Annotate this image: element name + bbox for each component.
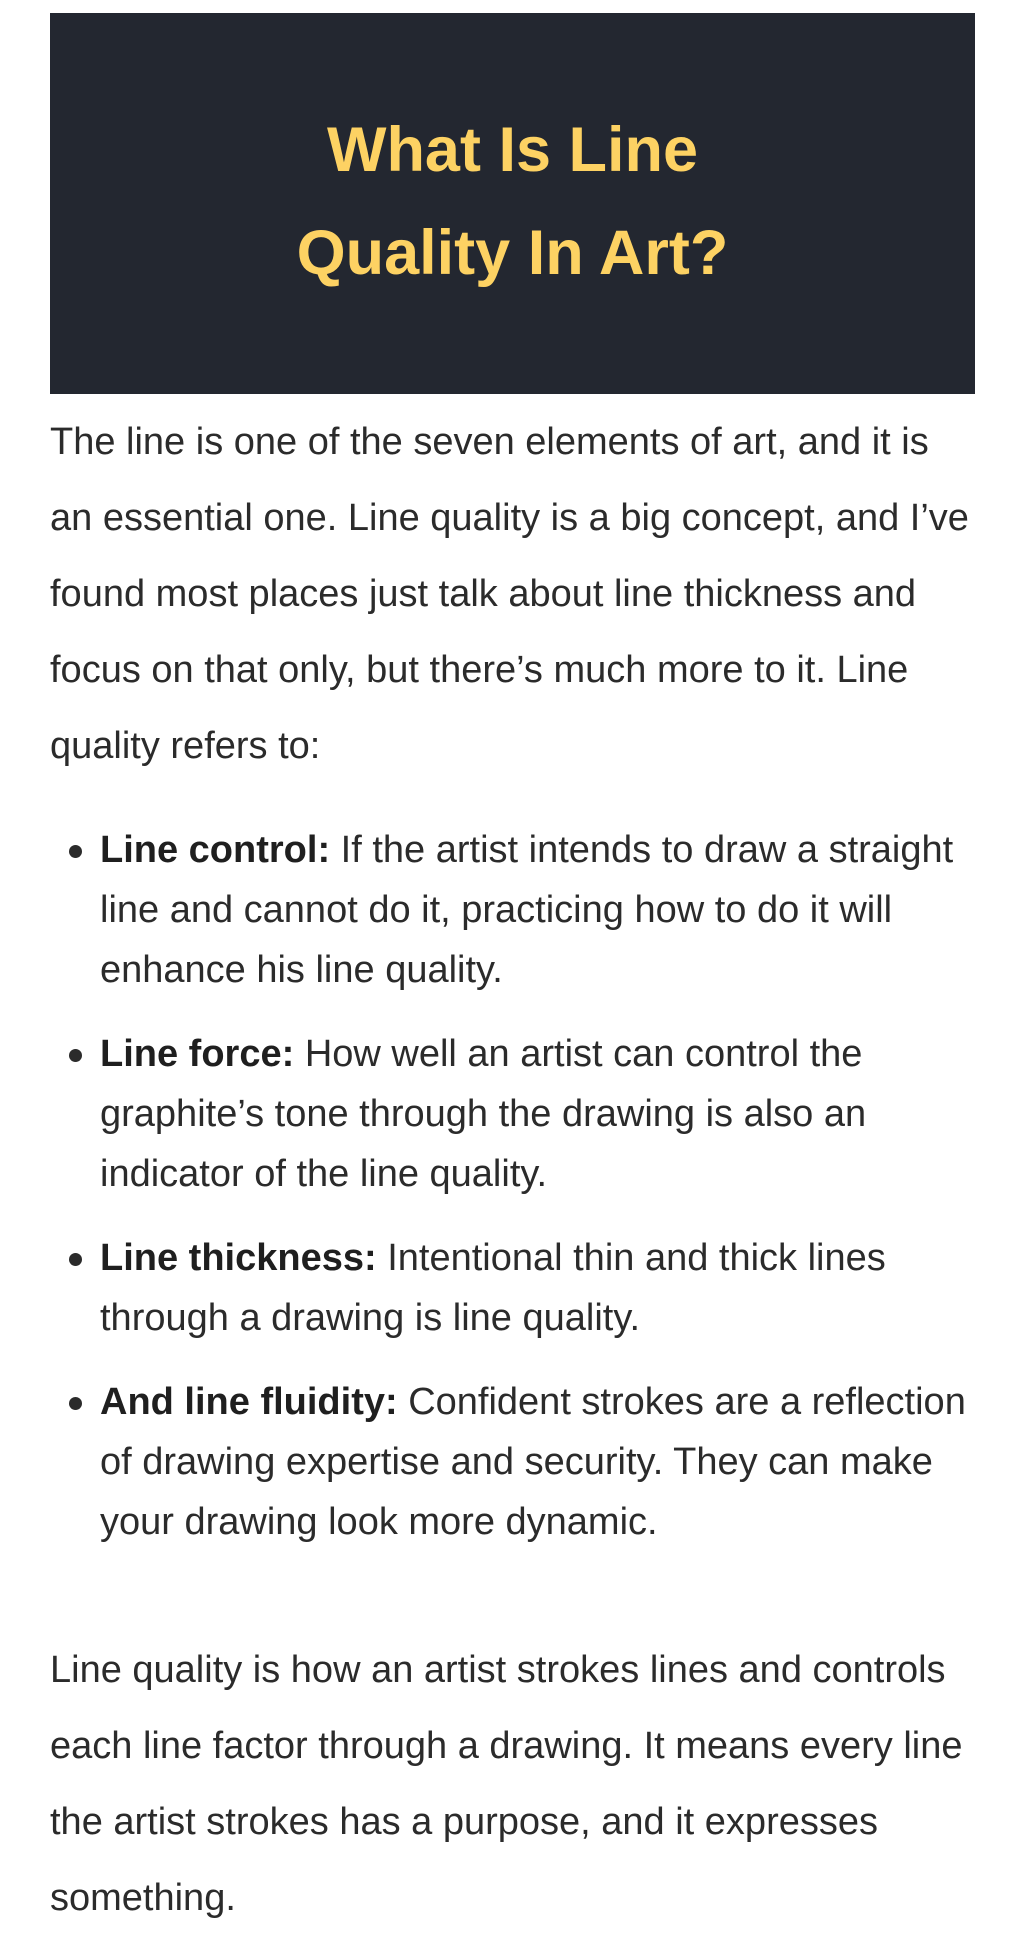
- intro-paragraph: The line is one of the seven elements of art, and it is an essential one. Line quality is a big concept, and I’ve found most places just talk about line thickness and focus on that only, but there’s much more to it. Line quality refers to:: [50, 421, 969, 767]
- list-item-term: And line fluidity:: [100, 1381, 398, 1423]
- bullet-dot-icon: [69, 1253, 82, 1266]
- bullet-dot-icon: [69, 1049, 82, 1062]
- list-item-text: How well an artist can control the graphite’s tone through the drawing is also an indicator of the line quality.: [100, 1033, 867, 1195]
- page-title: What Is Line Quality In Art?: [296, 114, 729, 288]
- list-item: [50, 1228, 980, 1348]
- title-banner: [50, 13, 975, 394]
- bullet-dot-icon: [69, 845, 82, 858]
- list-item: [50, 820, 980, 1000]
- list-item-term: Line control:: [100, 829, 331, 871]
- list-item: [50, 1024, 980, 1204]
- list-item-text: If the artist intends to draw a straight line and cannot do it, practicing how to do it will enhance his line quality.: [100, 829, 954, 991]
- line-quality-list: [50, 820, 980, 1576]
- bullet-dot-icon: [69, 1397, 82, 1410]
- list-item: [50, 1372, 980, 1552]
- list-item-text: Confident strokes are a reflection of drawing expertise and security. They can make your drawing look more dynamic.: [100, 1381, 966, 1543]
- list-item-term: Line force:: [100, 1033, 295, 1075]
- list-item-text: Intentional thin and thick lines through a drawing is line quality.: [100, 1237, 886, 1339]
- list-item-term: Line thickness:: [100, 1237, 377, 1279]
- closing-paragraph: Line quality is how an artist strokes lines and controls each line factor through a drawing. It means every line the artist strokes has a purpose, and it expresses something.: [50, 1649, 963, 1919]
